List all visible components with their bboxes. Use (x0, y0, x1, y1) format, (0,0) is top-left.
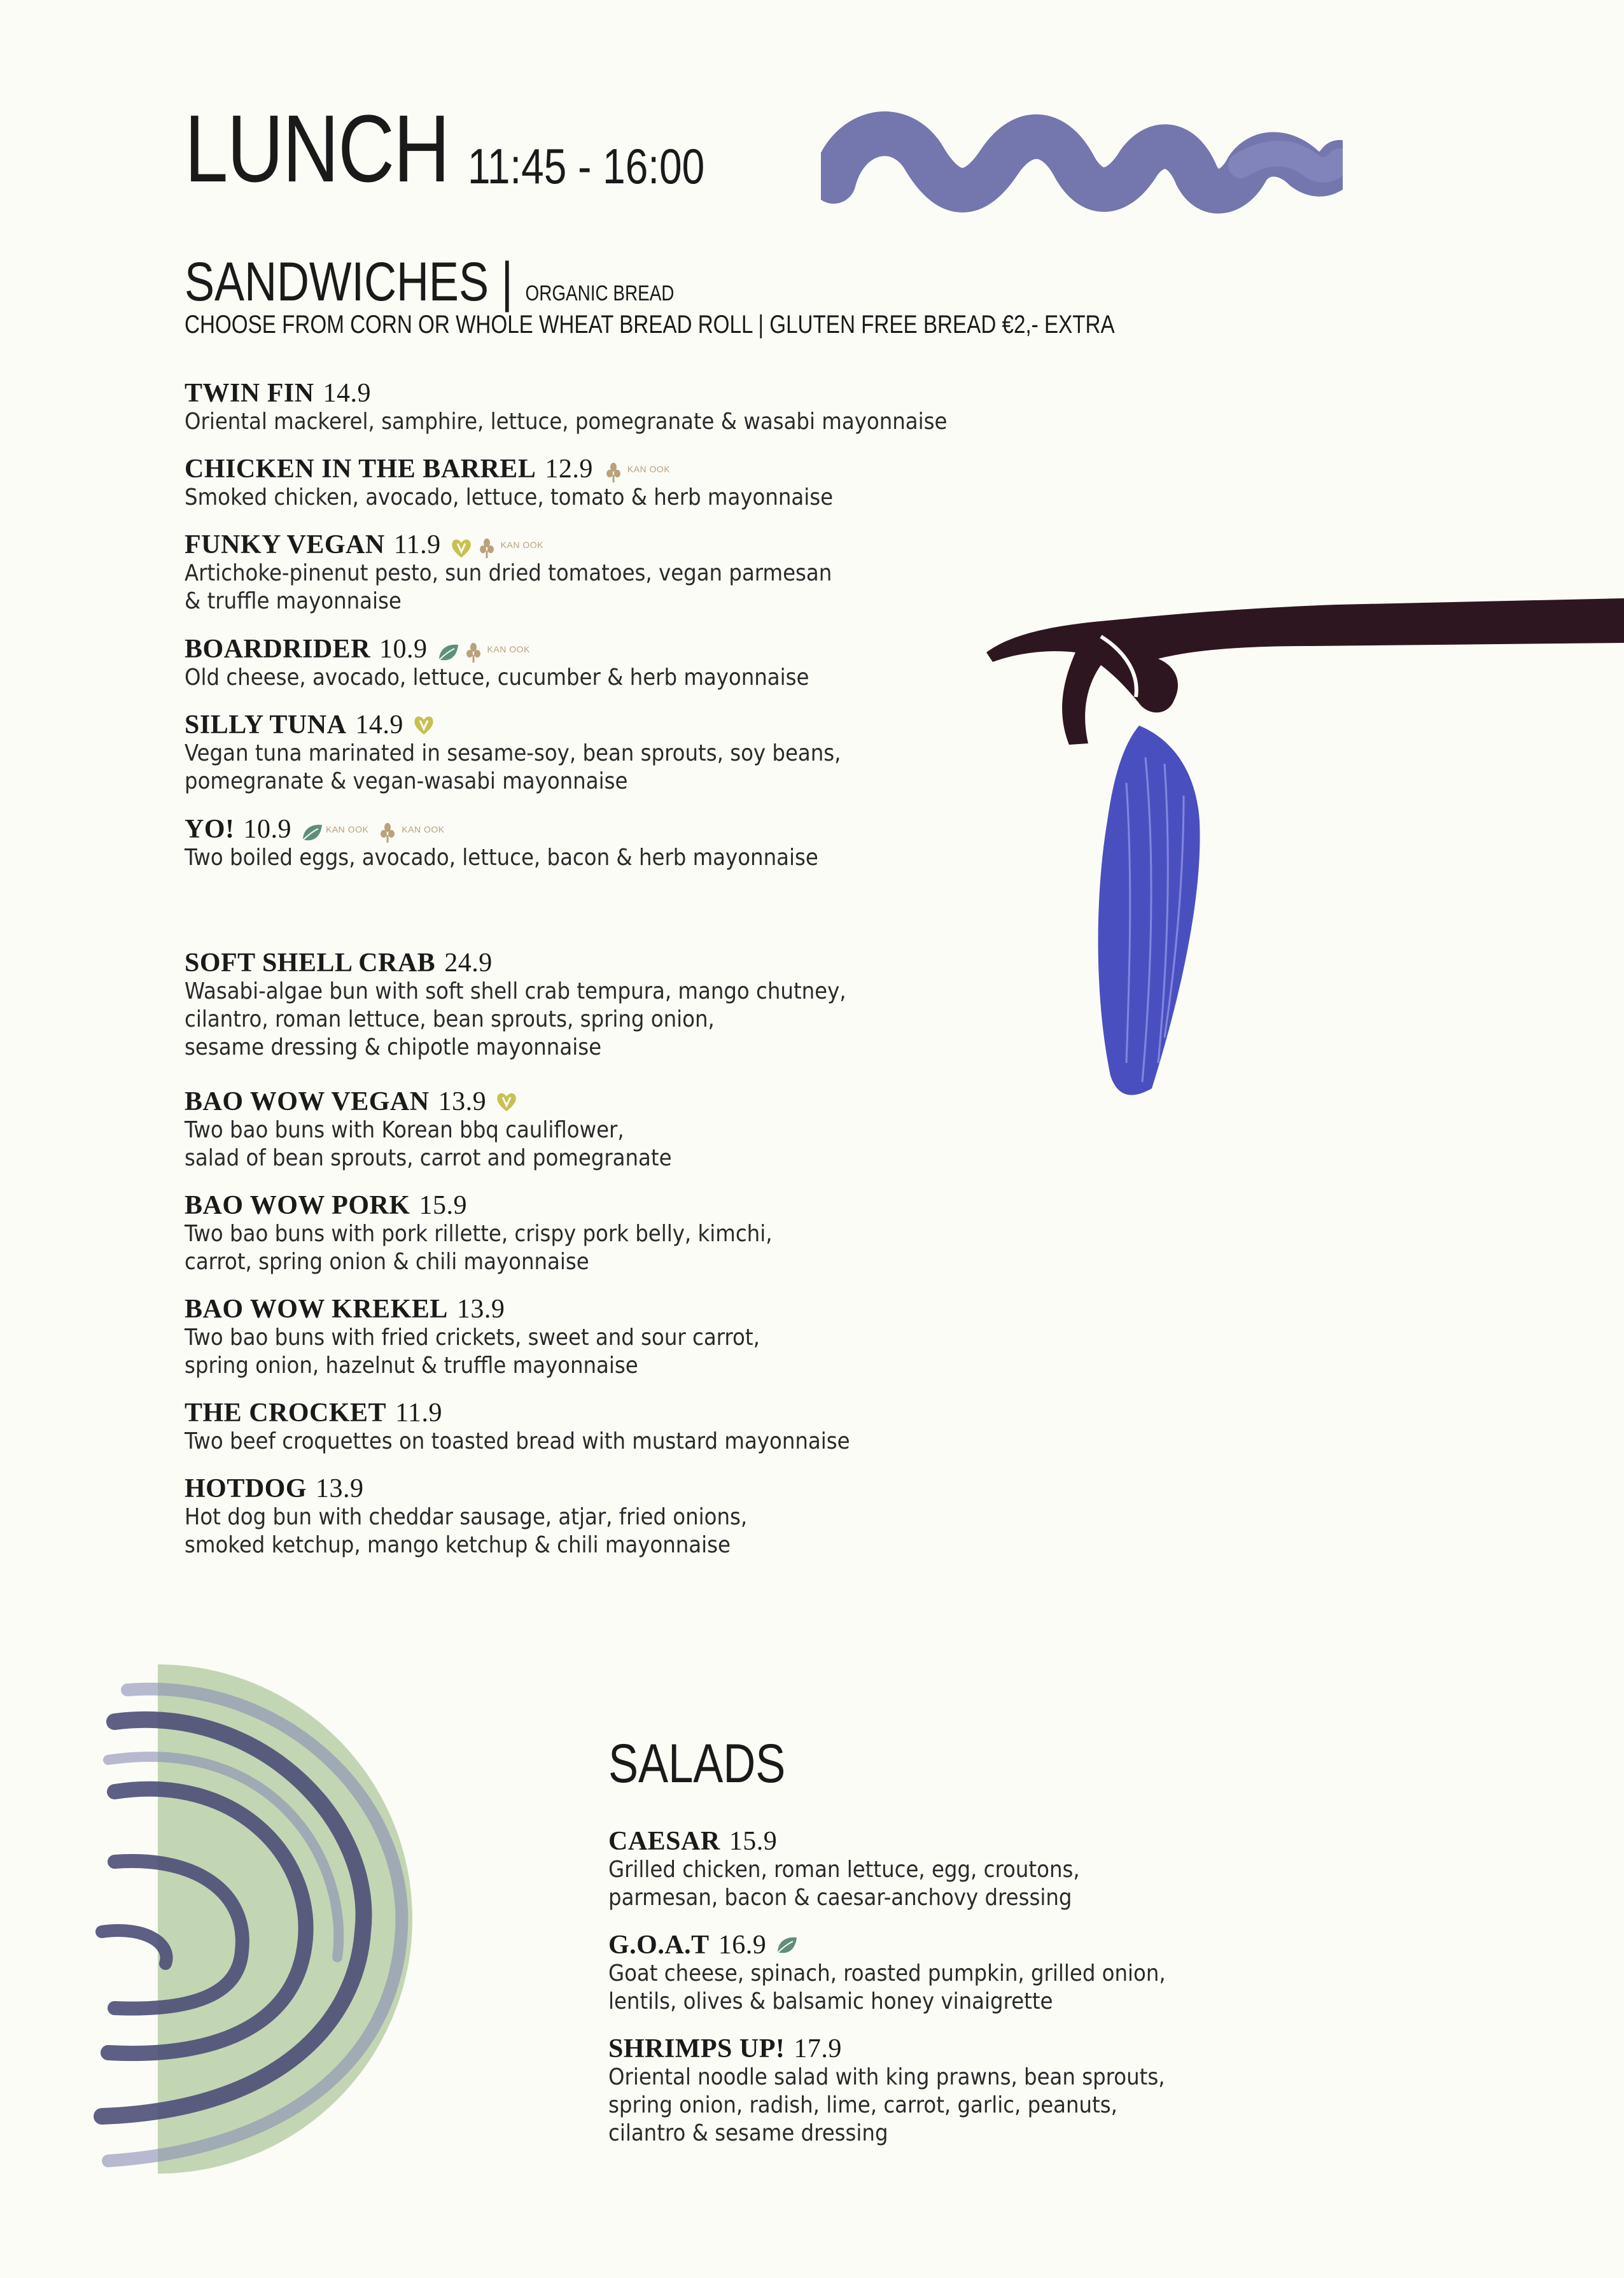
item-price: 14.9 (355, 710, 403, 740)
item-price: 17.9 (794, 2034, 842, 2064)
menu-item-bao-wow-vegan (185, 1087, 1075, 1172)
item-name: SOFT SHELL CRAB (185, 948, 436, 978)
item-name: G.O.A.T (608, 1930, 710, 1960)
item-name: THE CROCKET (185, 1398, 387, 1428)
leaf-icon (300, 821, 323, 844)
sandwiches-heading-note: ORGANIC BREAD (525, 281, 675, 306)
menu-hours: 11:45 - 16:00 (468, 138, 705, 194)
item-name: HOTDOG (185, 1474, 307, 1503)
menu-item-twin-fin (185, 379, 1075, 436)
crayon-shape (1098, 726, 1200, 1095)
item-description: Oriental noodle salad with king prawns, bean sprouts, spring onion, radish, lime, carrot, garlic, peanuts, cilantro & sesame dressing (608, 2064, 1165, 2146)
heart-v-icon (495, 1090, 518, 1113)
item-description: Smoked chicken, avocado, lettuce, tomato & herb mayonnaise (185, 484, 834, 510)
item-name: BAO WOW VEGAN (185, 1087, 430, 1116)
wheat-icon (462, 641, 485, 664)
item-description: Old cheese, avocado, lettuce, cucumber & herb mayonnaise (185, 664, 809, 691)
item-description: Wasabi-algae bun with soft shell crab tempura, mango chutney, cilantro, roman lettuce, bean sprouts, spring onion, sesame dressing & chipotle mayonnaise (185, 978, 846, 1060)
menu-item-bao-wow-krekel (185, 1295, 1075, 1380)
hand-holding-crayon (980, 592, 1624, 1101)
blue-brush-wave (821, 105, 1343, 220)
wheat-icon (475, 537, 498, 559)
wheat-icon (376, 821, 399, 844)
item-description: Artichoke-pinenut pesto, sun dried tomatoes, vegan parmesan & truffle mayonnaise (185, 560, 832, 614)
item-name: SHRIMPS UP! (608, 2034, 785, 2064)
item-price: 10.9 (379, 635, 428, 664)
menu-item-boardrider (185, 635, 1075, 692)
salads-heading: SALADS (608, 1733, 786, 1794)
item-price: 11.9 (395, 1398, 443, 1428)
item-description: Vegan tuna marinated in sesame-soy, bean sprouts, soy beans, pomegranate & vegan-wasabi mayonnaise (185, 740, 841, 794)
item-description: Hot dog bun with cheddar sausage, atjar, fried onions, smoked ketchup, mango ketchup & chili mayonnaise (185, 1504, 748, 1558)
item-price: 15.9 (729, 1827, 778, 1856)
heart-v-icon (450, 537, 473, 559)
menu-title: LUNCH (185, 95, 449, 202)
item-price: 11.9 (393, 530, 441, 559)
item-name: TWIN FIN (185, 379, 314, 408)
heart-v-icon (412, 714, 435, 736)
menu-item-soft-shell-crab (185, 948, 1075, 1062)
item-price: 14.9 (323, 379, 372, 408)
item-name: BAO WOW KREKEL (185, 1295, 448, 1324)
item-price: 13.9 (438, 1087, 487, 1116)
kan-ook-tag: KAN OOK (402, 824, 445, 834)
item-price: 24.9 (444, 948, 493, 978)
leaf-icon (775, 1934, 798, 1957)
item-name: BOARDRIDER (185, 635, 371, 664)
item-description: Two beef croquettes on toasted bread with mustard mayonnaise (185, 1428, 850, 1454)
kan-ook-tag: KAN OOK (500, 540, 543, 550)
item-description: Two boiled eggs, avocado, lettuce, bacon & herb mayonnaise (185, 845, 818, 871)
kan-ook-tag: KAN OOK (627, 464, 671, 474)
menu-item-silly-tuna (185, 710, 1075, 796)
item-name: FUNKY VEGAN (185, 530, 385, 559)
item-description: Goat cheese, spinach, roasted pumpkin, grilled onion, lentils, olives & balsamic honey vinaigrette (608, 1960, 1166, 2014)
item-description: Grilled chicken, roman lettuce, egg, croutons, parmesan, bacon & caesar-anchovy dressing (608, 1857, 1080, 1911)
item-name: BAO WOW PORK (185, 1191, 410, 1220)
menu-item-bao-wow-pork (185, 1191, 1075, 1276)
kan-ook-tag: KAN OOK (326, 824, 369, 834)
item-price: 10.9 (243, 815, 291, 844)
item-price: 16.9 (718, 1930, 767, 1960)
menu-item-shrimps-up (608, 2034, 1499, 2148)
wheat-icon (602, 461, 625, 484)
menu-item-yo (185, 815, 1075, 872)
kan-ook-tag: KAN OOK (487, 644, 530, 654)
leaf-icon (437, 641, 459, 664)
item-description: Two bao buns with Korean bbq cauliflower, salad of bean sprouts, carrot and pomegranate (185, 1117, 672, 1171)
menu-item-the-crocket (185, 1398, 1075, 1456)
menu-item-hotdog (185, 1474, 1075, 1559)
item-price: 12.9 (545, 454, 593, 484)
sage-semicircle-swirls (70, 1664, 426, 2174)
menu-item-funky-vegan (185, 530, 1075, 615)
item-description: Oriental mackerel, samphire, lettuce, pomegranate & wasabi mayonnaise (185, 409, 948, 435)
sandwiches-heading (185, 251, 675, 313)
sandwiches-heading-text: SANDWICHES | (185, 251, 513, 313)
menu-item-goat (608, 1930, 1499, 2016)
menu-item-caesar (608, 1827, 1499, 1912)
item-description: Two bao buns with fried crickets, sweet and sour carrot, spring onion, hazelnut & truffle mayonnaise (185, 1325, 760, 1379)
item-price: 13.9 (456, 1295, 505, 1324)
item-name: SILLY TUNA (185, 710, 347, 740)
item-description: Two bao buns with pork rillette, crispy pork belly, kimchi, carrot, spring onion & chili mayonnaise (185, 1221, 773, 1275)
sandwiches-subheading: CHOOSE FROM CORN OR WHOLE WHEAT BREAD ROLL | GLUTEN FREE BREAD €2,- EXTRA (185, 311, 1115, 339)
item-price: 15.9 (419, 1191, 467, 1220)
item-name: CAESAR (608, 1827, 720, 1856)
menu-item-chicken-in-the-barrel (185, 454, 1075, 512)
item-price: 13.9 (316, 1474, 364, 1503)
item-name: CHICKEN IN THE BARREL (185, 454, 536, 484)
item-name: YO! (185, 815, 235, 844)
